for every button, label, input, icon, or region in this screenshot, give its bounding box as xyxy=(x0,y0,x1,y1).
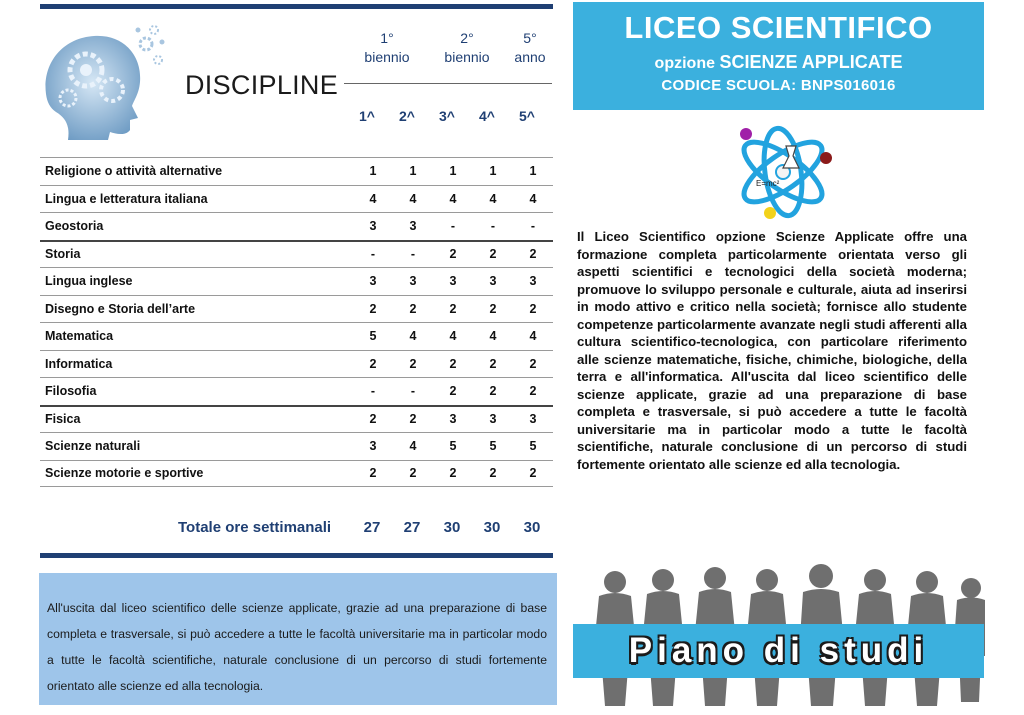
hours-cell: 3 xyxy=(409,274,417,289)
school-code: CODICE SCUOLA: BNPS016016 xyxy=(661,77,896,94)
hours-cell: 2 xyxy=(529,356,537,371)
subject-name: Filosofia xyxy=(45,384,97,399)
hours-cell: 5 xyxy=(529,439,537,454)
hours-cell: 1 xyxy=(369,164,377,179)
hours-cell: 4 xyxy=(489,191,497,206)
hours-cell: 1 xyxy=(409,164,417,179)
hours-cells xyxy=(355,192,553,206)
hours-cells xyxy=(355,466,553,480)
subject-name: Informatica xyxy=(45,356,113,371)
table-row xyxy=(40,322,553,350)
hours-cell: 2 xyxy=(369,301,377,316)
subject-name: Geostoria xyxy=(45,219,104,234)
hours-cell: 5 xyxy=(369,329,377,344)
hours-cell: 2 xyxy=(529,466,537,481)
hours-cell: - xyxy=(530,219,536,234)
hours-cell: 3 xyxy=(449,274,457,289)
hours-cell: 2 xyxy=(449,466,457,481)
subject-name: Scienze motorie e sportive xyxy=(45,466,204,481)
subject-name: Religione o attività alternative xyxy=(45,164,223,179)
year-header: 3^ xyxy=(439,108,455,124)
table-row xyxy=(40,185,553,213)
hours-cell: 2 xyxy=(449,247,457,262)
note-text: All'uscita dal liceo scientifico delle scienze applicate, grazie ad una preparazione di base completa e trasversale, si può accedere a tutte le facoltà universitarie ma in particolar modo a tutte le facoltà scientifiche, naturale conclusione di un percorso di studi fortemente orientato alle scienze ed alla tecnologia. xyxy=(47,601,547,693)
year-header: 5^ xyxy=(519,108,535,124)
hours-cell: 5 xyxy=(489,439,497,454)
total-value: 30 xyxy=(443,519,461,536)
hours-cell: 2 xyxy=(489,356,497,371)
hours-cell: 4 xyxy=(529,191,537,206)
hours-cell: 2 xyxy=(409,301,417,316)
hours-cell: 4 xyxy=(409,329,417,344)
hours-cell: 3 xyxy=(369,439,377,454)
note-box xyxy=(39,573,557,705)
atom-science-icon xyxy=(728,120,838,222)
table-row xyxy=(40,157,553,185)
school-banner xyxy=(573,2,984,110)
hours-cell: - xyxy=(370,384,376,399)
hours-cell: - xyxy=(410,384,416,399)
table-row xyxy=(40,377,553,405)
hours-cell: 4 xyxy=(409,191,417,206)
hours-cell: 4 xyxy=(449,191,457,206)
hours-cell: 2 xyxy=(369,412,377,427)
hours-cell: - xyxy=(490,219,496,234)
subjects-table xyxy=(40,157,553,487)
table-row xyxy=(40,432,553,460)
table-row xyxy=(40,460,553,488)
hours-cell: 2 xyxy=(529,301,537,316)
hours-cell: 1 xyxy=(529,164,537,179)
total-value: 30 xyxy=(483,519,501,536)
hours-cell: 4 xyxy=(369,191,377,206)
school-subtitle: opzione SCIENZE APPLICATE xyxy=(654,52,903,72)
hours-cell: - xyxy=(410,247,416,262)
hours-cell: 2 xyxy=(489,247,497,262)
hours-cell: 2 xyxy=(529,384,537,399)
hours-cells xyxy=(355,412,553,426)
year-header: 1^ xyxy=(359,108,375,124)
subject-name: Lingua e letteratura italiana xyxy=(45,191,208,206)
hours-cell: 2 xyxy=(449,301,457,316)
hours-cell: 1 xyxy=(449,164,457,179)
hours-cell: 5 xyxy=(449,439,457,454)
hours-cell: 2 xyxy=(449,384,457,399)
top-divider xyxy=(40,4,553,9)
total-value: 30 xyxy=(523,519,541,536)
table-row xyxy=(40,240,553,268)
hours-cell: - xyxy=(370,247,376,262)
subject-name: Disegno e Storia dell’arte xyxy=(45,301,196,316)
bottom-divider xyxy=(40,553,553,558)
hours-cell: 3 xyxy=(369,219,377,234)
school-description: Il Liceo Scientifico opzione Scienze Applicate offre una formazione completa particolarmente orientata verso gli aspetti scientifici e tecnologici della società moderna; promuove lo sviluppo personale e culturale, aiuta ad inserirsi in modo attivo e critico nella società; fornisce allo studente competenze particolarmente avanzate negli studi afferenti alla cultura scientifico-tecnologica, con particolare riferimento alle scienze matematiche, fisiche, chimiche, biologiche, della terra e all'informatica. All'uscita dal liceo scientifico delle scienze applicate, grazie ad una preparazione di base completa e trasversale, si può accedere a tutte le facoltà universitarie ma in particolar modo a tutte le facoltà scientifiche, naturale conclusione di un percorso di studi fortemente orientato alle scienze ed alla tecnologia. xyxy=(577,229,967,472)
hours-cells xyxy=(355,384,553,398)
hours-cell: 2 xyxy=(409,356,417,371)
hours-cells xyxy=(355,274,553,288)
hours-cell: 3 xyxy=(369,274,377,289)
hours-cell: 3 xyxy=(409,219,417,234)
hours-cell: 2 xyxy=(409,412,417,427)
hours-cell: 4 xyxy=(489,329,497,344)
hours-cell: 2 xyxy=(489,466,497,481)
hours-cell: 2 xyxy=(449,356,457,371)
table-row xyxy=(40,405,553,433)
hours-cell: 2 xyxy=(369,356,377,371)
hours-cells xyxy=(355,219,553,233)
table-row xyxy=(40,350,553,378)
subject-name: Matematica xyxy=(45,329,114,344)
hours-cell: 2 xyxy=(409,466,417,481)
hours-cell: 3 xyxy=(529,412,537,427)
atom-formula: E=mc² xyxy=(756,179,780,188)
hours-cell: 2 xyxy=(369,466,377,481)
hours-cell: 4 xyxy=(409,439,417,454)
hours-cell: 2 xyxy=(489,384,497,399)
year-header: 2^ xyxy=(399,108,415,124)
hours-cells xyxy=(355,439,553,453)
total-values xyxy=(352,519,552,536)
hours-cell: 3 xyxy=(489,274,497,289)
hours-cell: 3 xyxy=(529,274,537,289)
hours-cell: 3 xyxy=(449,412,457,427)
brain-gears-icon xyxy=(38,22,168,140)
hours-cells xyxy=(355,329,553,343)
hours-cell: 2 xyxy=(529,247,537,262)
hours-cell: 2 xyxy=(489,301,497,316)
year-header: 4^ xyxy=(479,108,495,124)
group-header-1: 1° biennio xyxy=(364,30,410,65)
header-rule xyxy=(344,83,552,84)
table-row xyxy=(40,267,553,295)
table-row xyxy=(40,212,553,240)
group-header-2: 2° biennio xyxy=(444,30,490,65)
hours-cell: - xyxy=(450,219,456,234)
hours-cells xyxy=(355,357,553,371)
subject-name: Storia xyxy=(45,247,81,262)
hours-cell: 1 xyxy=(489,164,497,179)
table-row xyxy=(40,295,553,323)
total-label: Totale ore settimanali xyxy=(178,519,332,536)
hours-cell: 4 xyxy=(449,329,457,344)
total-value: 27 xyxy=(363,519,381,536)
hours-cells xyxy=(355,164,553,178)
table-title: DISCIPLINE xyxy=(185,70,339,100)
hours-cells xyxy=(355,302,553,316)
subject-name: Fisica xyxy=(45,412,81,427)
subject-name: Lingua inglese xyxy=(45,274,133,289)
hours-cell: 4 xyxy=(529,329,537,344)
total-value: 27 xyxy=(403,519,421,536)
hours-cells xyxy=(355,247,553,261)
school-title: LICEO SCIENTIFICO xyxy=(624,10,933,45)
footer-banner xyxy=(573,624,984,678)
footer-title: Piano di studi xyxy=(628,631,929,670)
hours-cell: 3 xyxy=(489,412,497,427)
group-header-3: 5° anno xyxy=(514,30,546,65)
subject-name: Scienze naturali xyxy=(45,439,141,454)
